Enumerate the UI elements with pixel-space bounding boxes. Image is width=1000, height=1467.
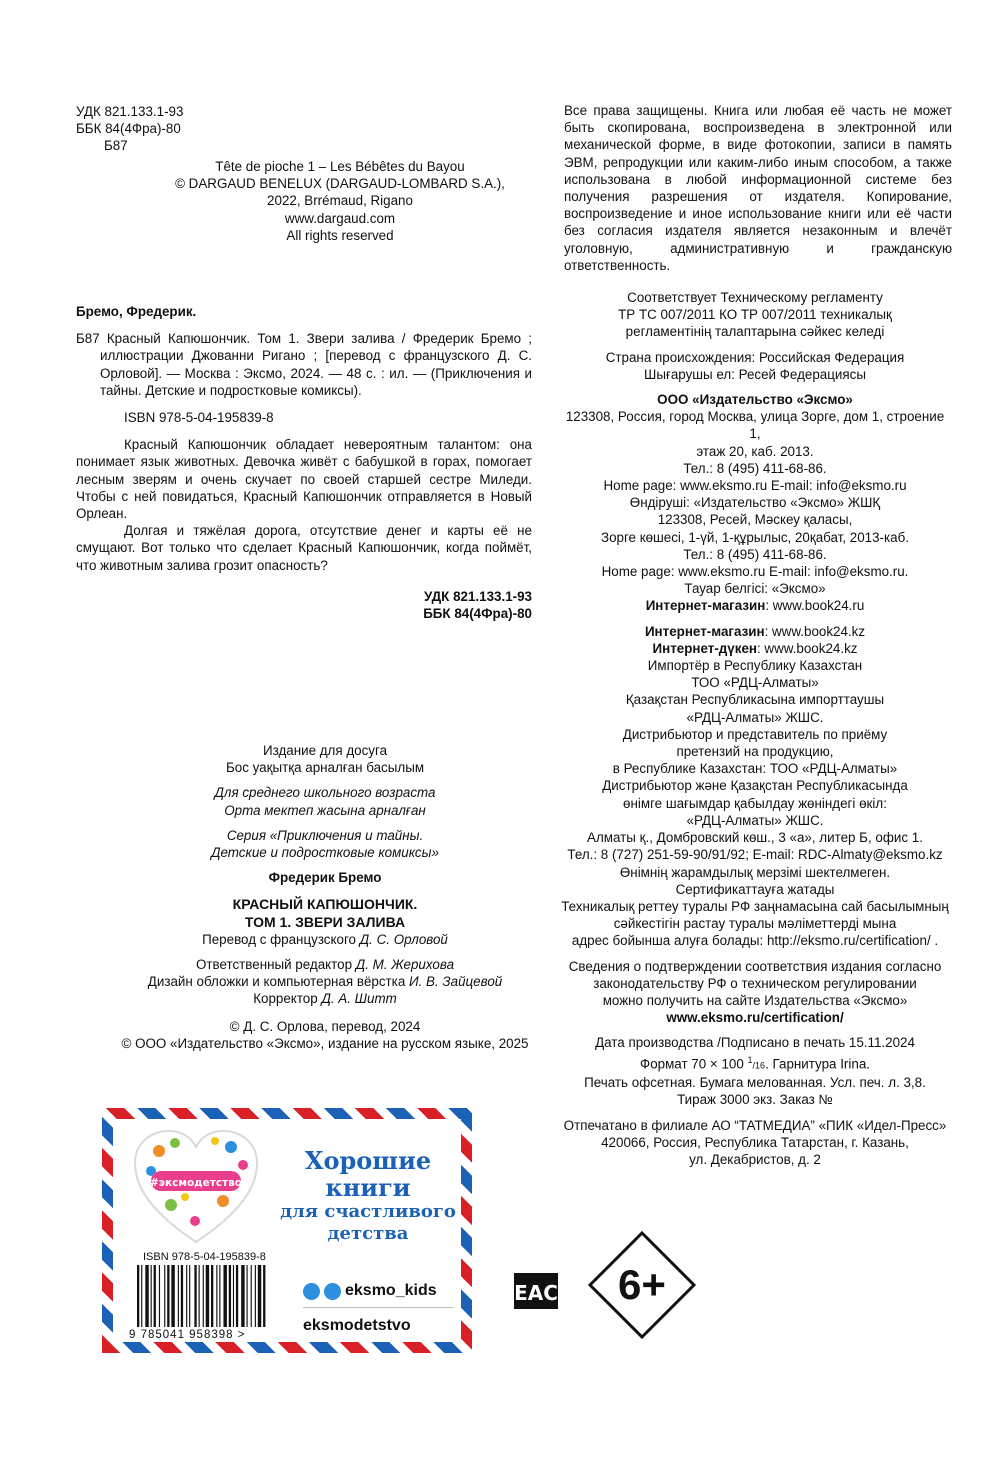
original-year-authors: 2022, Brrémaud, Rigano: [267, 193, 413, 209]
barcode-bar: [164, 1265, 165, 1327]
cert-3: сәйкестігін растау туралы мәліметтерді мына: [613, 916, 897, 932]
production-run: Тираж 3000 экз. Заказ №: [677, 1092, 833, 1108]
social-divider: [303, 1307, 453, 1308]
format-sup: 1: [747, 1054, 753, 1065]
imprint-author: Фредерик Бремо: [268, 870, 382, 886]
barcode-bar: [154, 1265, 156, 1327]
distributor-2: претензий на продукцию,: [676, 744, 834, 760]
cert-1: Сертификаттауға жатады: [675, 881, 835, 897]
shop-ru-url: : www.book24.ru: [765, 598, 865, 614]
barcode-bar: [137, 1265, 139, 1327]
shop-kz-label: Интернет-магазин: [644, 623, 765, 639]
barcode-bar: [255, 1265, 256, 1327]
shop-kz-url: : www.book24.kz: [764, 623, 866, 639]
tech-reg-2: ТР ТС 007/2011 КО ТР 007/2011 техникалық: [618, 307, 892, 323]
original-copyright: [160, 158, 520, 244]
corrector-name: Д. А. Шитт: [321, 991, 397, 1007]
translation-line: [100, 931, 550, 948]
design-line: [100, 973, 550, 990]
biblio-author: Бремо, Фредерик.: [76, 304, 197, 319]
annotation-paragraph-2: Долгая и тяжёлая дорога, отсутствие денег и карты её не смущают. Вот только что сделает Красный Капюшончик, когда поймёт, что животным залива грозит опасность?: [76, 523, 532, 573]
book-title-line-2: ТОМ 1. ЗВЕРИ ЗАЛИВА: [244, 913, 406, 930]
heart-icon: [131, 1127, 261, 1247]
barcode-bar: [151, 1265, 152, 1327]
translation-copyright: © Д. С. Орлова, перевод, 2024: [229, 1018, 421, 1034]
social-row-vk[interactable]: [303, 1279, 463, 1303]
bbk-line: ББК 84(4Фра)-80: [76, 121, 181, 137]
format-text: Формат 70 × 100: [640, 1056, 748, 1071]
editor-name: Д. М. Жерихова: [355, 957, 455, 973]
barcode-isbn: ISBN 978-5-04-195839-8: [143, 1251, 266, 1263]
biblio-udk: УДК 821.133.1-93: [423, 588, 532, 604]
distributor-9: Өнімнің жарамдылық мерзімі шектелмеген.: [619, 864, 891, 880]
barcode-bar: [211, 1265, 213, 1327]
importer-2: ТОО «РДЦ-Алматы»: [691, 675, 819, 691]
producer-kz-homepage: Home page: www.eksmo.ru E-mail: info@eksmo.ru.: [601, 564, 909, 580]
social-handle-detstvo: eksmodetstvo: [303, 1317, 411, 1335]
country-kz: Шығарушы ел: Ресей Федерациясы: [644, 366, 866, 382]
cert-4: адрес бойынша алуға болады: http://eksmo.ru/certification/ .: [571, 933, 939, 949]
production-format: [560, 1052, 950, 1075]
barcode-bar: [258, 1265, 261, 1327]
barcode-block: [129, 1251, 289, 1343]
original-copyright-holder: © DARGAUD BENELUX (DARGAUD-LOMBARD S.A.),: [175, 176, 505, 192]
conformity-1: Сведения о подтверждении соответствия издания согласно: [568, 958, 942, 974]
distributor-7: Алматы қ., Домбровский көш., 3 «а», литер Б, офис 1.: [587, 830, 923, 846]
country-ru: Страна происхождения: Российская Федерация: [605, 349, 905, 365]
distributor-3: в Республике Казахстан: ТОО «РДЦ-Алматы»: [612, 761, 898, 777]
publisher-phone: Тел.: 8 (495) 411-68-86.: [683, 460, 827, 476]
barcode-bar: [189, 1265, 190, 1327]
eac-mark-icon: [514, 1273, 558, 1309]
importer-1: Импортёр в Республику Казахстан: [647, 658, 863, 674]
eac-text: EAC: [514, 1281, 558, 1305]
shop-ru: [560, 597, 950, 614]
conformity-3: можно получить на сайте Издательства «Эксмо»: [602, 992, 908, 1008]
barcode-bar: [203, 1265, 204, 1327]
corrector-line: [100, 990, 550, 1007]
series-line-2: Детские и подростковые комиксы»: [211, 845, 439, 861]
barcode-bar: [263, 1265, 265, 1327]
edition-type-kz: Бос уақытқа арналған басылым: [225, 760, 425, 776]
edition-type-ru: Издание для досуга: [262, 743, 388, 758]
distributor-1: Дистрибьютор и представитель по приёму: [622, 726, 888, 742]
translator-name: Д. С. Орловой: [359, 931, 448, 947]
slogan-line-1: Хорошие: [304, 1146, 432, 1175]
age-group-kz: Орта мектеп жасына арналған: [224, 802, 426, 818]
importer-4: «РДЦ-Алматы» ЖШС.: [686, 709, 824, 725]
barcode-bar: [216, 1265, 217, 1327]
age-group-ru: Для среднего школьного возраста: [214, 785, 436, 801]
barcode-bar: [223, 1265, 226, 1327]
postcard-frame: [102, 1108, 472, 1353]
distributor-4: Дистрибьютор және Қазақстан Республикасында: [602, 778, 908, 794]
book-title-line-1: КРАСНЫЙ КАПЮШОНЧИК.: [232, 896, 418, 913]
shop-kz-2-label: Интернет-дүкен: [652, 640, 757, 656]
slogan-line-2: книги: [325, 1173, 411, 1202]
printed-at-2: 420066, Россия, Республика Татарстан, г. Казань,: [601, 1134, 909, 1150]
barcode-bar: [251, 1265, 252, 1327]
cert-2: Техникалық реттеу туралы РФ заңнамасына сай басылымның: [561, 898, 949, 914]
bibliographic-record: [76, 303, 532, 622]
barcode-bar: [229, 1265, 231, 1327]
barcode-bar: [236, 1265, 238, 1327]
barcode-bar: [178, 1265, 179, 1327]
vk-icon: [303, 1283, 320, 1300]
rights-notice: Все права защищены. Книга или любая её часть не может быть скопирована, воспроизведена в электронной или механической форме, в виде фотокопии, записи в память ЭВМ, репродукции или каким-либо иным способом, а также использована в любой информационной системе без получения разрешения от издателя. Копирование, воспроизведение и иное использование книги или её части без согласия издателя является незаконным и влечёт уголовную, административную и гражданскую ответственность.: [564, 103, 952, 273]
publisher-address-1: 123308, Россия, город Москва, улица Зорге, дом 1, строение 1,: [565, 409, 945, 442]
format-sub: /16: [752, 1060, 766, 1070]
barcode-bar: [159, 1265, 160, 1327]
imprint-left: [100, 742, 550, 1052]
barcode-bar: [181, 1265, 183, 1327]
shop-kz-2-url: : www.book24.kz: [756, 640, 858, 656]
shop-kz: [560, 623, 950, 640]
publisher-address-2: этаж 20, каб. 2013.: [696, 443, 814, 459]
distributor-5: өнімге шағымдар қабылдау жөніндегі өкіл:: [623, 795, 887, 811]
distributor-6: «РДЦ-Алматы» ЖШС.: [686, 812, 824, 828]
publisher-homepage: Home page: www.eksmo.ru E-mail: info@eksmo.ru: [603, 478, 907, 494]
tech-reg-1: Соответствует Техническому регламенту: [627, 290, 883, 305]
slogan-line-3: для счастливого: [280, 1201, 456, 1222]
author-sign: Б87: [104, 138, 128, 154]
udk-line: УДК 821.133.1-93: [76, 104, 184, 119]
editor-label: Ответственный редактор: [195, 957, 353, 973]
editor-line: [100, 956, 550, 973]
producer-kz-address-2: Зорге көшесі, 1-үй, 1-құрылыс, 20қабат, 2013-каб.: [600, 529, 910, 545]
production-date: Дата производства /Подписано в печать 15.11.2024: [595, 1035, 915, 1051]
publisher-copyright: © ООО «Издательство «Эксмо», издание на русском языке, 2025: [121, 1035, 529, 1051]
imprint-right: [560, 289, 950, 1168]
shop-ru-label: Интернет-магазин: [645, 598, 766, 614]
publisher-name: ООО «Издательство «Эксмо»: [657, 392, 853, 408]
distributor-8: Тел.: 8 (727) 251-59-90/91/92; E-mail: RDC-Almaty@eksmo.kz: [567, 847, 943, 863]
production-print: Печать офсетная. Бумага мелованная. Усл. печ. л. 3,8.: [584, 1075, 926, 1091]
barcode-bar: [186, 1265, 187, 1327]
printed-at-1: Отпечатано в филиале АО “ТАТМЕДИА” «ПИК «Идел-Пресс»: [563, 1117, 947, 1133]
barcode-bar: [206, 1265, 209, 1327]
barcode-bar: [145, 1265, 148, 1327]
producer-kz: Өндіруші: «Издательство «Эксмо» ЖШҚ: [629, 495, 881, 511]
barcode-bar: [233, 1265, 234, 1327]
udk-block: [76, 103, 276, 155]
original-website: www.dargaud.com: [284, 210, 396, 226]
barcode-icon: [129, 1265, 291, 1329]
original-rights: All rights reserved: [286, 227, 394, 243]
printed-at-3: ул. Декабристов, д. 2: [689, 1152, 821, 1168]
shop-kz-2: [560, 640, 950, 657]
barcode-bar: [167, 1265, 169, 1327]
biblio-record: Б87 Красный Капюшончик. Том 1. Звери залива / Фредерик Бремо ; иллюстрации Джованни Ригано ; [перевод с французского Д. С. Орловой]. — Москва : Эксмо, 2024. — 48 с. : ил. — (Приключения и тайны. Детские и подростковые комиксы).: [76, 331, 532, 398]
social-handle-kids: eksmo_kids: [345, 1282, 437, 1300]
annotation-paragraph-1: Красный Капюшончик обладает невероятным талантом: она понимает язык животных. Девочка живёт с бабушкой в горах, помогает лесным зверям и очень скучает по своей старшей сестре Миледи. Чтобы с ней повидаться, Красный Капюшончик отправляется в Новый Орлеан.: [76, 437, 532, 522]
designer-name: И. В. Зайцевой: [409, 974, 503, 990]
barcode-bar: [171, 1265, 174, 1327]
slogan-line-4: детства: [327, 1223, 409, 1244]
age-rating-icon: [588, 1231, 696, 1339]
tech-reg-3: регламентінің талаптарына сәйкес келеді: [625, 324, 885, 340]
social-links: [303, 1279, 463, 1338]
age-rating-text: 6+: [618, 1261, 666, 1308]
barcode-bar: [141, 1265, 142, 1327]
barcode-digits: 9 785041 958398 >: [129, 1329, 246, 1341]
importer-3: Қазақстан Республикасына импорттаушы: [625, 692, 885, 708]
format-font: . Гарнитура Irina.: [765, 1056, 870, 1071]
trademark: Тауар белгісі: «Эксмо»: [684, 581, 826, 597]
barcode-bar: [219, 1265, 220, 1327]
social-row-hashtag[interactable]: [303, 1314, 463, 1338]
producer-kz-phone: Тел.: 8 (495) 411-68-86.: [683, 546, 827, 562]
badge-text: #эксмодетство: [149, 1177, 243, 1189]
series-line-1: Серия «Приключения и тайны.: [226, 827, 424, 843]
postcard-inner: [113, 1119, 461, 1342]
biblio-bbk: ББК 84(4Фра)-80: [423, 606, 532, 622]
design-label: Дизайн обложки и компьютерная вёрстка: [147, 974, 406, 990]
translation-label: Перевод с французского: [202, 931, 356, 947]
barcode-bar: [247, 1265, 248, 1327]
biblio-isbn: ISBN 978-5-04-195839-8: [124, 410, 274, 426]
barcode-bar: [199, 1265, 200, 1327]
producer-kz-address-1: 123308, Ресей, Мәскеу қаласы,: [657, 512, 853, 528]
original-title: Tête de pioche 1 – Les Bébêtes du Bayou: [215, 159, 465, 174]
conformity-2: законодательству РФ о техническом регулировании: [593, 975, 917, 991]
slogan: [273, 1147, 463, 1245]
barcode-bar: [241, 1265, 244, 1327]
conformity-url: www.eksmo.ru/certification/: [666, 1010, 844, 1026]
corrector-label: Корректор: [253, 991, 318, 1007]
barcode-bar: [194, 1265, 196, 1327]
telegram-icon: [324, 1283, 341, 1300]
